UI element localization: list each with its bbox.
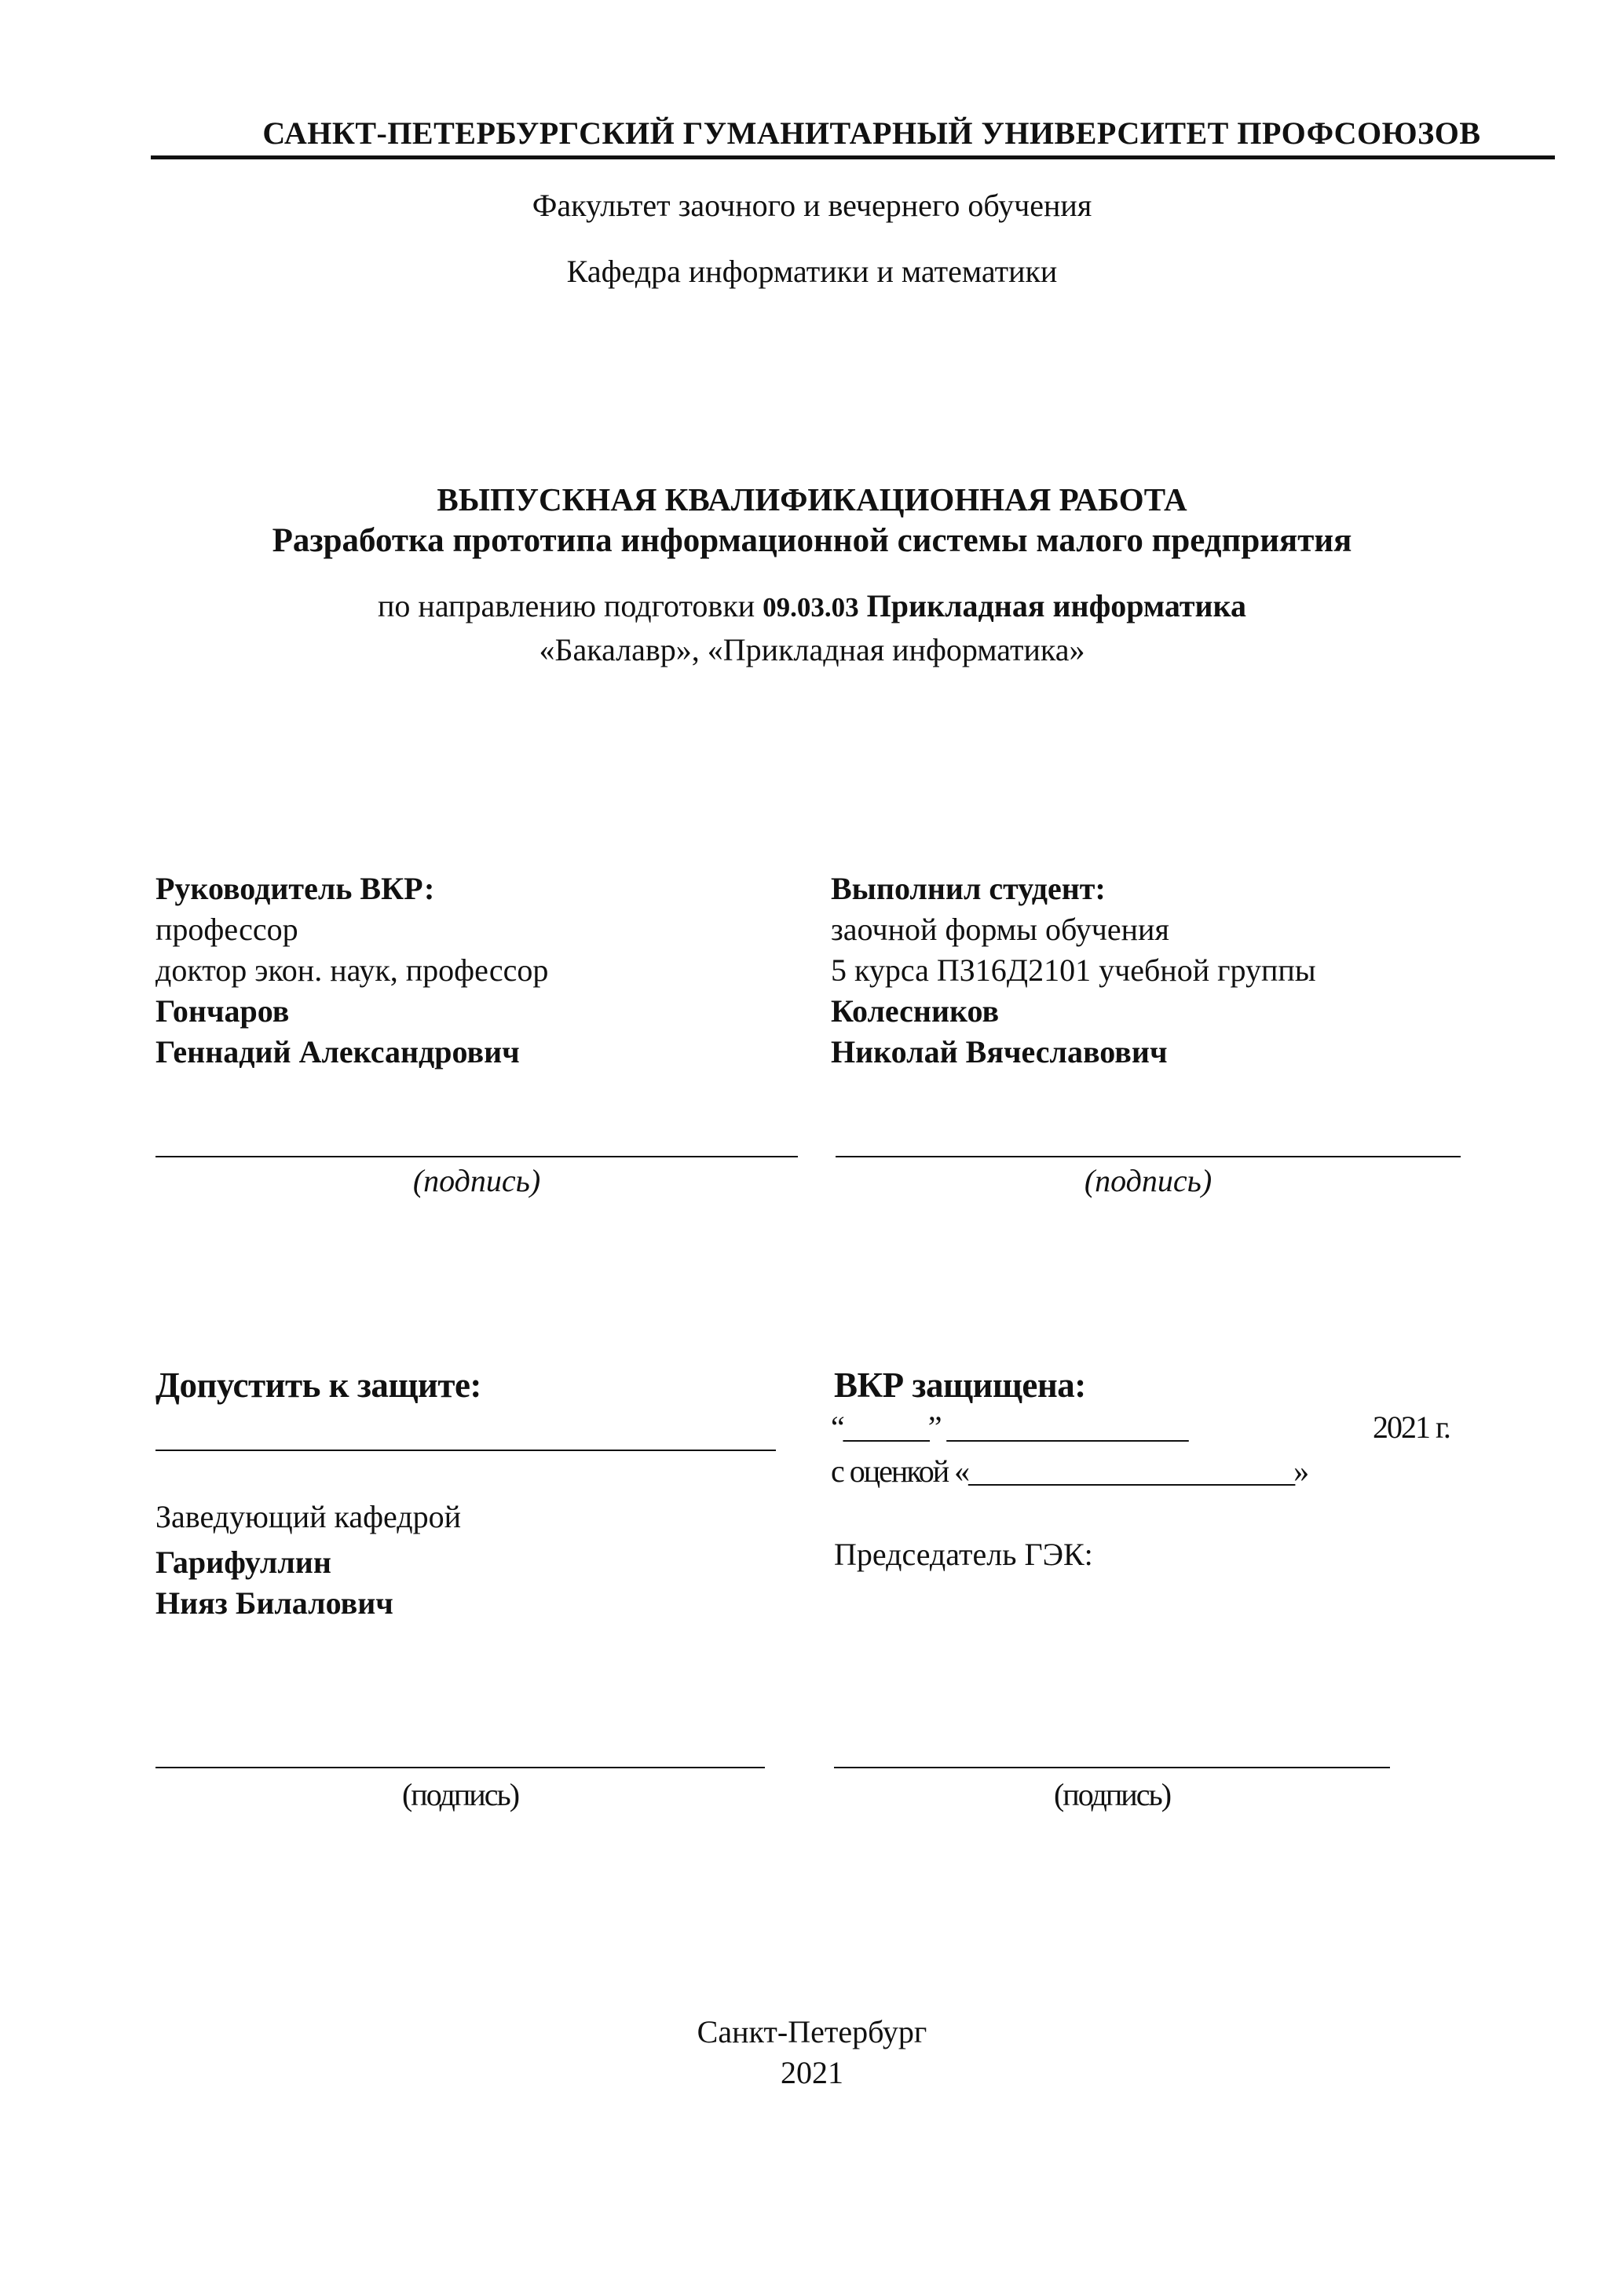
grade-blank: _______________________ <box>968 1453 1294 1489</box>
admission-role: Заведующий кафедрой <box>155 1499 462 1534</box>
chair-signature-caption: (подпись) <box>1053 1777 1171 1812</box>
date-close-quote: ” <box>927 1409 941 1445</box>
supervisor-degree: доктор экон. наук, профессор <box>155 952 549 988</box>
work-type: ВЫПУСКНАЯ КВАЛИФИКАЦИОННАЯ РАБОТА <box>437 481 1187 517</box>
grade-prefix: с оценкой « <box>831 1453 969 1489</box>
student-signature-line <box>836 1156 1461 1157</box>
admission-name: Нияз Билалович <box>155 1585 393 1621</box>
direction-prefix: по направлению подготовки <box>378 588 755 623</box>
grade-suffix: » <box>1293 1453 1308 1489</box>
supervisor-signature-caption: (подпись) <box>412 1163 541 1198</box>
direction-code: 09.03.03 <box>763 592 859 623</box>
supervisor-surname: Гончаров <box>155 993 290 1029</box>
supervisor-position: профессор <box>155 912 298 947</box>
university-name: САНКТ-ПЕТЕРБУРГСКИЙ ГУМАНИТАРНЫЙ УНИВЕРСИТЕТ ПРОФСОЮЗОВ <box>262 115 1481 151</box>
admission-signature-caption: (подпись) <box>401 1777 519 1812</box>
supervisor-heading: Руководитель ВКР: <box>155 871 435 906</box>
chair-signature-line <box>834 1767 1390 1768</box>
footer-year: 2021 <box>781 2055 843 2090</box>
direction-name: Прикладная информатика <box>866 588 1246 623</box>
defense-chair: Председатель ГЭК: <box>834 1537 1093 1572</box>
student-surname: Колесников <box>831 993 1000 1029</box>
work-title: Разработка прототипа информационной системы малого предприятия <box>272 522 1352 559</box>
supervisor-signature-line <box>155 1156 798 1157</box>
date-open-quote: “ <box>831 1409 843 1445</box>
direction-line <box>0 587 1624 624</box>
defense-year: 2021 г. <box>1373 1409 1450 1445</box>
header-rule <box>151 155 1555 159</box>
defense-date-line <box>831 1409 1187 1446</box>
admission-decision-line <box>155 1450 776 1451</box>
admission-surname: Гарифуллин <box>155 1545 331 1580</box>
admission-signature-line <box>155 1767 765 1768</box>
student-signature-caption: (подпись) <box>1084 1163 1213 1198</box>
defense-heading: ВКР защищена: <box>834 1366 1086 1405</box>
department-name: Кафедра информатики и математики <box>566 254 1058 289</box>
footer-city: Санкт-Петербург <box>697 2014 927 2049</box>
supervisor-name: Геннадий Александрович <box>155 1034 520 1069</box>
date-month-blank: _________________ <box>946 1409 1187 1445</box>
degree-line: «Бакалавр», «Прикладная информатика» <box>539 632 1085 667</box>
student-heading: Выполнил студент: <box>831 871 1106 906</box>
student-study-form: заочной формы обучения <box>831 912 1169 947</box>
faculty-name: Факультет заочного и вечернего обучения <box>532 188 1092 223</box>
defense-grade-line <box>831 1453 1308 1490</box>
date-day-blank: ______ <box>843 1409 928 1445</box>
student-block <box>831 868 1316 1073</box>
supervisor-block <box>155 868 548 1073</box>
student-course-group: 5 курса ПЗ16Д2101 учебной группы <box>831 952 1316 988</box>
admission-heading: Допустить к защите: <box>155 1366 481 1405</box>
student-name: Николай Вячеславович <box>831 1034 1168 1069</box>
